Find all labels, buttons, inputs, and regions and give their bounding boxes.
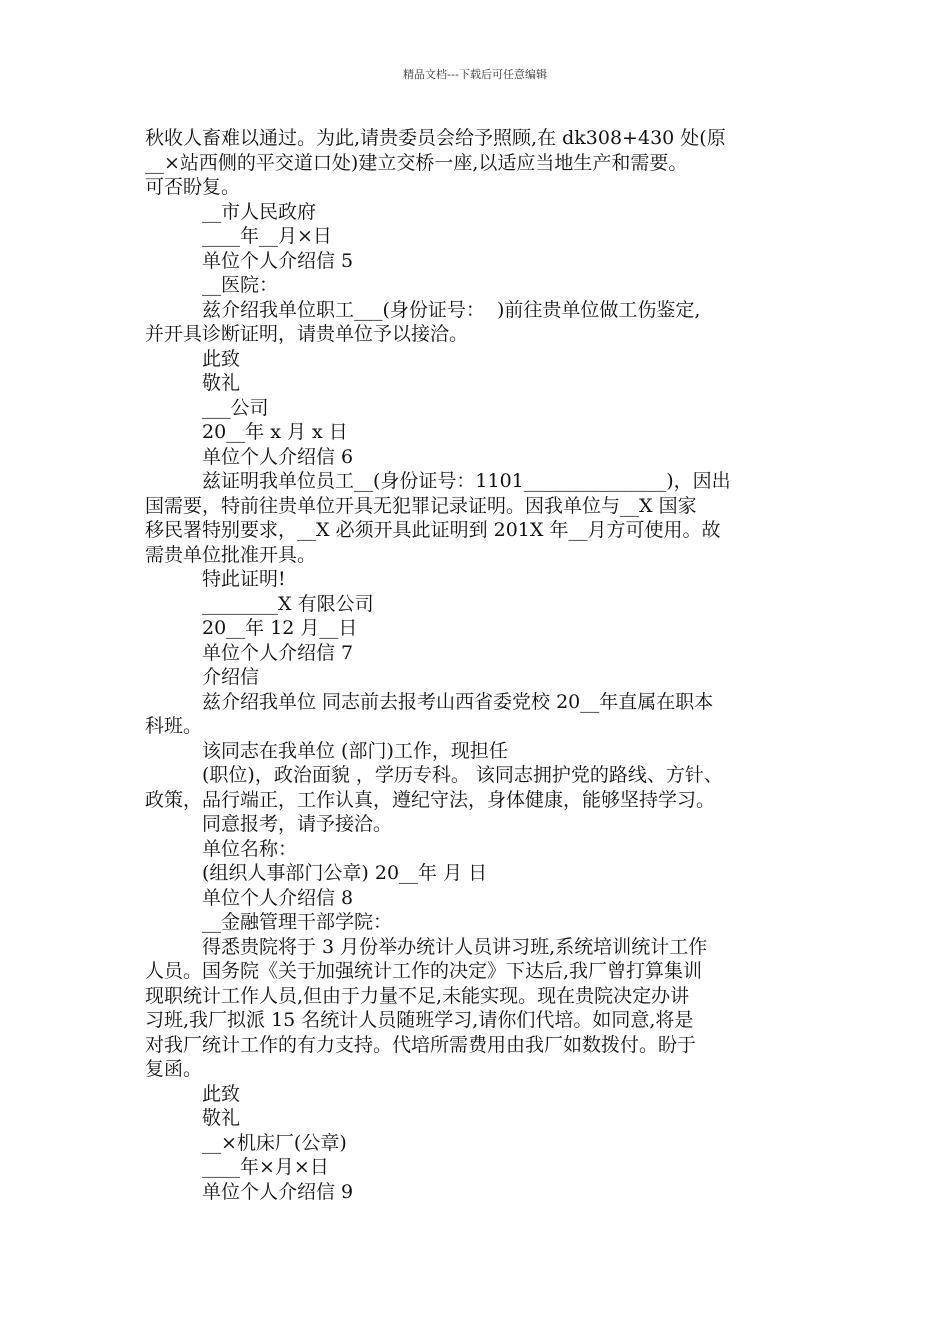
text-line: 兹证明我单位员工__(身份证号：1101_______________)，因出: [202, 470, 731, 492]
text-line: (组织人事部门公章) 20__年 月 日: [202, 862, 488, 884]
page-header: 精品文档---下载后可任意编辑: [403, 68, 547, 81]
text-line: 单位个人介绍信 6: [202, 445, 354, 468]
text-line: 政策，品行端正，工作认真，遵纪守法，身体健康，能够坚持学习。: [145, 788, 716, 811]
text-line: 并开具诊断证明，请贵单位予以接洽。: [145, 323, 469, 345]
text-line: 20__年 x 月 x 日: [202, 421, 348, 443]
text-line: __医院：: [202, 274, 279, 296]
text-line: 习班,我厂拟派 15 名统计人员随班学习,请你们代培。如同意,将是: [145, 1009, 694, 1031]
text-line: 该同志在我单位 (部门)工作，现担任: [202, 739, 508, 762]
text-line: 同意报考，请予接洽。: [202, 813, 393, 835]
text-line: ________X 有限公司: [202, 592, 374, 615]
text-line: 复函。: [145, 1058, 203, 1080]
text-line: 兹介绍我单位 同志前去报考山西省委党校 20__年直属在职本: [202, 690, 714, 713]
text-line: 得悉贵院将于 3 月份举办统计人员讲习班,系统培训统计工作: [202, 935, 708, 958]
text-line: 介绍信: [202, 666, 260, 688]
text-line: 秋收人畜难以通过。为此,请贵委员会给予照顾,在 dk308+430 处(原: [145, 127, 726, 149]
text-line: __×站西侧的平交道口处)建立交桥一座,以适应当地生产和需要。: [145, 151, 688, 174]
text-line: __金融管理干部学院：: [202, 911, 393, 933]
text-line: 对我厂统计工作的有力支持。代培所需费用由我厂如数拨付。盼于: [145, 1033, 697, 1056]
text-line: 可否盼复。: [145, 176, 241, 198]
text-line: __×机床厂(公章): [202, 1131, 347, 1154]
text-line: 国需要，特前往贵单位开具无犯罪记录证明。因我单位与__X 国家: [145, 494, 697, 517]
text-line: 敬礼: [202, 1107, 241, 1129]
text-line: 移民署特别要求，__X 必须开具此证明到 201X 年__月方可使用。故: [145, 519, 721, 541]
text-line: 现职统计工作人员,但由于力量不足,未能实现。现在贵院决定办讲: [145, 984, 690, 1007]
text-line: __市人民政府: [202, 200, 317, 223]
text-line: ___公司: [202, 396, 269, 419]
text-line: 科班。: [145, 715, 203, 737]
text-line: 单位个人介绍信 9: [202, 1180, 354, 1203]
text-line: 兹介绍我单位职工___(身份证号： )前往贵单位做工伤鉴定,: [202, 298, 701, 321]
text-line: 需贵单位批准开具。: [145, 543, 317, 566]
text-line: ____年__月×日: [202, 225, 332, 247]
text-line: (职位)，政治面貌 ，学历专科。 该同志拥护党的路线、方针、: [202, 764, 723, 786]
document-body: [145, 126, 810, 1204]
text-line: ____年×月×日: [202, 1156, 329, 1178]
text-line: 单位个人介绍信 5: [202, 249, 354, 272]
text-line: 人员。国务院《关于加强统计工作的决定》下达后,我厂曾打算集训: [145, 960, 703, 982]
text-line: 单位名称：: [202, 837, 298, 860]
text-line: 此致: [202, 1082, 241, 1105]
text-line: 20__年 12 月__日: [202, 617, 358, 639]
text-line: 单位个人介绍信 7: [202, 641, 354, 664]
text-line: 特此证明!: [202, 568, 286, 590]
text-line: 敬礼: [202, 372, 241, 394]
text-line: 此致: [202, 347, 241, 370]
text-line: 单位个人介绍信 8: [202, 886, 354, 909]
